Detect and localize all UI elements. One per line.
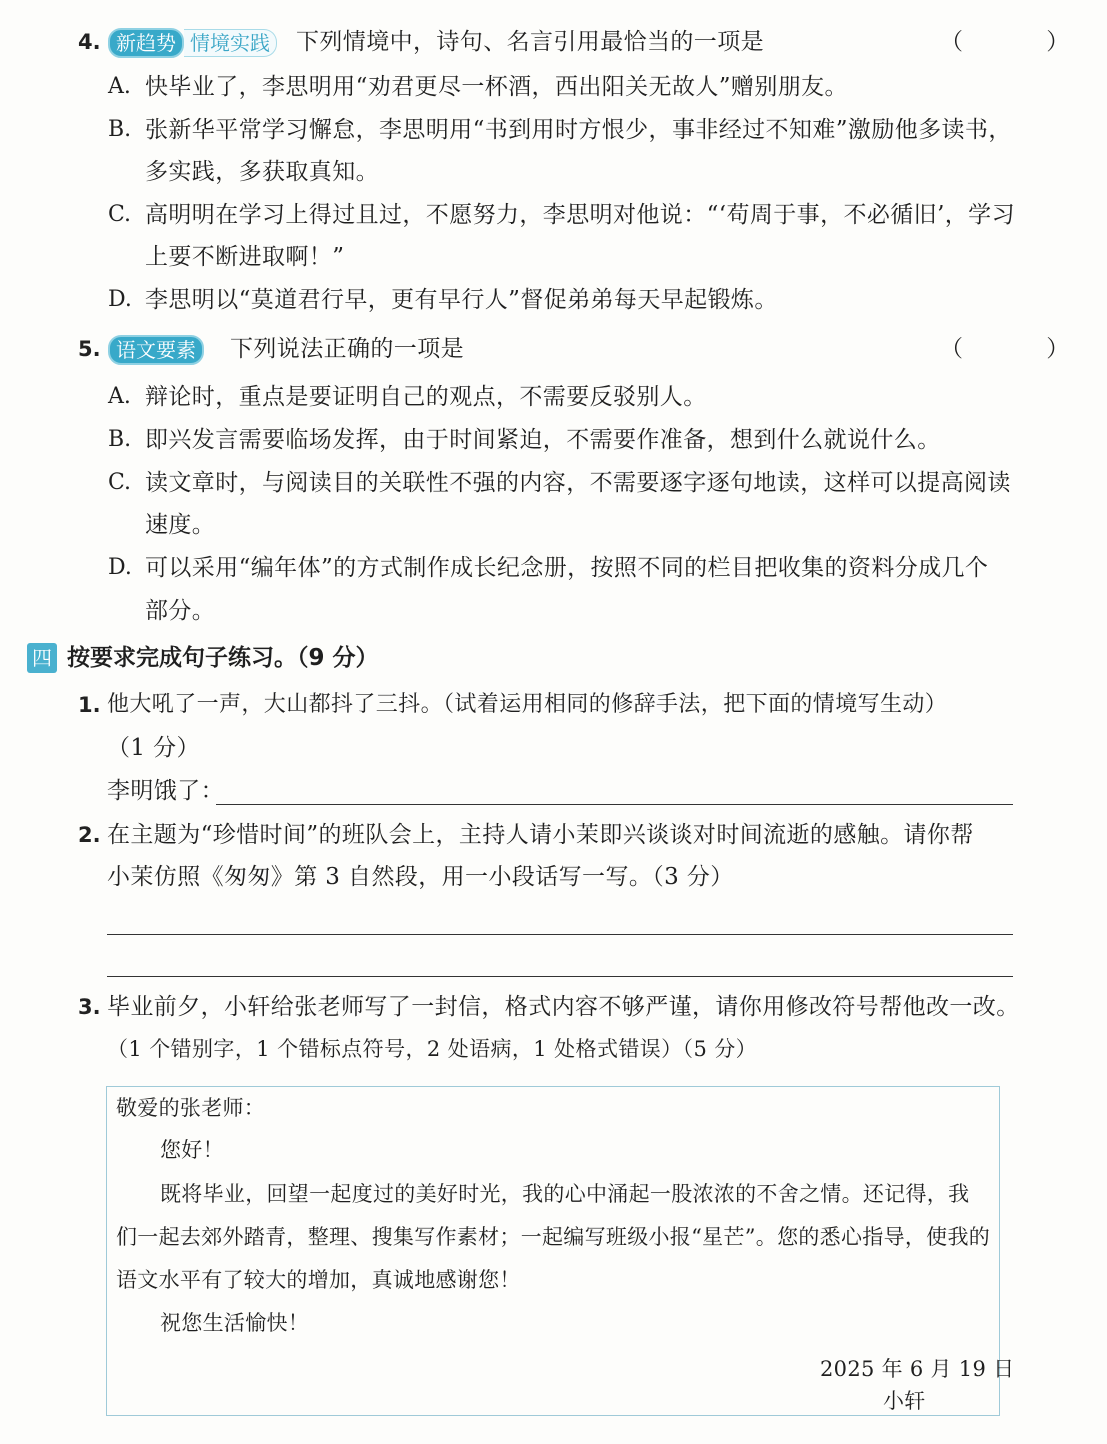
- option-label: D.: [108, 555, 132, 580]
- question-4-tags: [108, 28, 277, 58]
- option-label: C.: [108, 470, 132, 495]
- option-label: D.: [108, 287, 132, 312]
- option-c-text: 读文章时，与阅读目的关联性不强的内容，不需要逐字逐句地读，这样可以提高阅读: [145, 470, 1011, 496]
- question-4-stem: 下列情境中，诗句、名言引用最恰当的一项是: [296, 29, 764, 55]
- option-a-text: 快毕业了，李思明用“劝君更尽一杯酒，西出阳关无故人”赠别朋友。: [145, 74, 848, 100]
- subquestion-1-text: 他大吼了一声，大山都抖了三抖。（试着运用相同的修辞手法，把下面的情境写生动）: [107, 692, 948, 717]
- option-b-text-cont: 多实践，多获取真知。: [145, 159, 379, 185]
- letter-salutation: 敬爱的张老师：: [116, 1096, 266, 1120]
- section-title: 按要求完成句子练习。（9 分）: [67, 645, 379, 671]
- letter-body-line: 既将毕业，回望一起度过的美好时光，我的心中涌起一股浓浓的不舍之情。还记得，我: [160, 1182, 970, 1206]
- letter-body-line: 们一起去郊外踏青，整理、搜集写作素材；一起编写班级小报“星芒”。您的悉心指导，使我的: [116, 1225, 991, 1249]
- subquestion-1-score: （1 分）: [107, 735, 200, 761]
- answer-paren-4[interactable]: （ ）: [940, 29, 1107, 55]
- question-5-number: 5.: [78, 337, 101, 361]
- subquestion-3-number: 3.: [78, 995, 101, 1019]
- option-label: B.: [108, 117, 132, 142]
- tag-new-trend: 新趋势: [108, 28, 184, 58]
- option-label: B.: [108, 427, 132, 452]
- option-c-text-cont: 上要不断进取啊！”: [145, 244, 345, 270]
- question-4-number: 4.: [78, 30, 101, 54]
- subquestion-1-prompt: 李明饿了：: [107, 778, 224, 804]
- answer-line[interactable]: [107, 934, 1013, 935]
- letter-greeting: 您好！: [160, 1138, 224, 1162]
- option-d-text: 可以采用“编年体”的方式制作成长纪念册，按照不同的栏目把收集的资料分成几个: [145, 555, 989, 581]
- letter-closing: 祝您生活愉快！: [160, 1311, 310, 1335]
- option-c-text: 高明明在学习上得过且过，不愿努力，李思明对他说：“‘苟周于事，不必循旧’，学习: [145, 202, 1015, 228]
- option-b-text: 即兴发言需要临场发挥，由于时间紧迫，不需要作准备，想到什么就说什么。: [145, 427, 941, 453]
- letter-date: 2025 年 6 月 19 日: [820, 1357, 1015, 1381]
- option-label: A.: [108, 74, 131, 99]
- answer-line[interactable]: [216, 804, 1013, 805]
- letter-signature: 小轩: [883, 1389, 926, 1413]
- option-b-text: 张新华平常学习懈怠，李思明用“书到用时方恨少，事非经过不知难”激励他多读书，: [145, 117, 1012, 143]
- subquestion-3-text-cont: （1 个错别字，1 个错标点符号，2 处语病，1 处格式错误）（5 分）: [107, 1037, 758, 1061]
- answer-line[interactable]: [107, 976, 1013, 977]
- option-c-text-cont: 速度。: [145, 512, 216, 538]
- subquestion-2-number: 2.: [78, 823, 101, 847]
- section-number-box: 四: [27, 643, 57, 673]
- tag-language-elements: 语文要素: [108, 335, 204, 365]
- subquestion-3-text: 毕业前夕，小轩给张老师写了一封信，格式内容不够严谨，请你用修改符号帮他改一改。: [107, 994, 1020, 1020]
- subquestion-2-text-cont: 小茉仿照《匆匆》第 3 自然段，用一小段话写一写。（3 分）: [107, 864, 734, 890]
- option-a-text: 辩论时，重点是要证明自己的观点，不需要反驳别人。: [145, 384, 707, 410]
- option-label: C.: [108, 202, 132, 227]
- question-5-stem: 下列说法正确的一项是: [230, 336, 464, 362]
- subquestion-2-text: 在主题为“珍惜时间”的班队会上，主持人请小茉即兴谈谈对时间流逝的感触。请你帮: [107, 822, 974, 848]
- tag-situation-practice: 情境实践: [184, 29, 277, 57]
- option-d-text-cont: 部分。: [145, 598, 216, 624]
- question-5-tags: [108, 335, 204, 365]
- subquestion-1-number: 1.: [78, 693, 101, 717]
- option-label: A.: [108, 384, 131, 409]
- answer-paren-5[interactable]: （ ）: [940, 336, 1107, 362]
- letter-body-line: 语文水平有了较大的增加，真诚地感谢您！: [116, 1268, 521, 1292]
- option-d-text: 李思明以“莫道君行早，更有早行人”督促弟弟每天早起锻炼。: [145, 287, 778, 313]
